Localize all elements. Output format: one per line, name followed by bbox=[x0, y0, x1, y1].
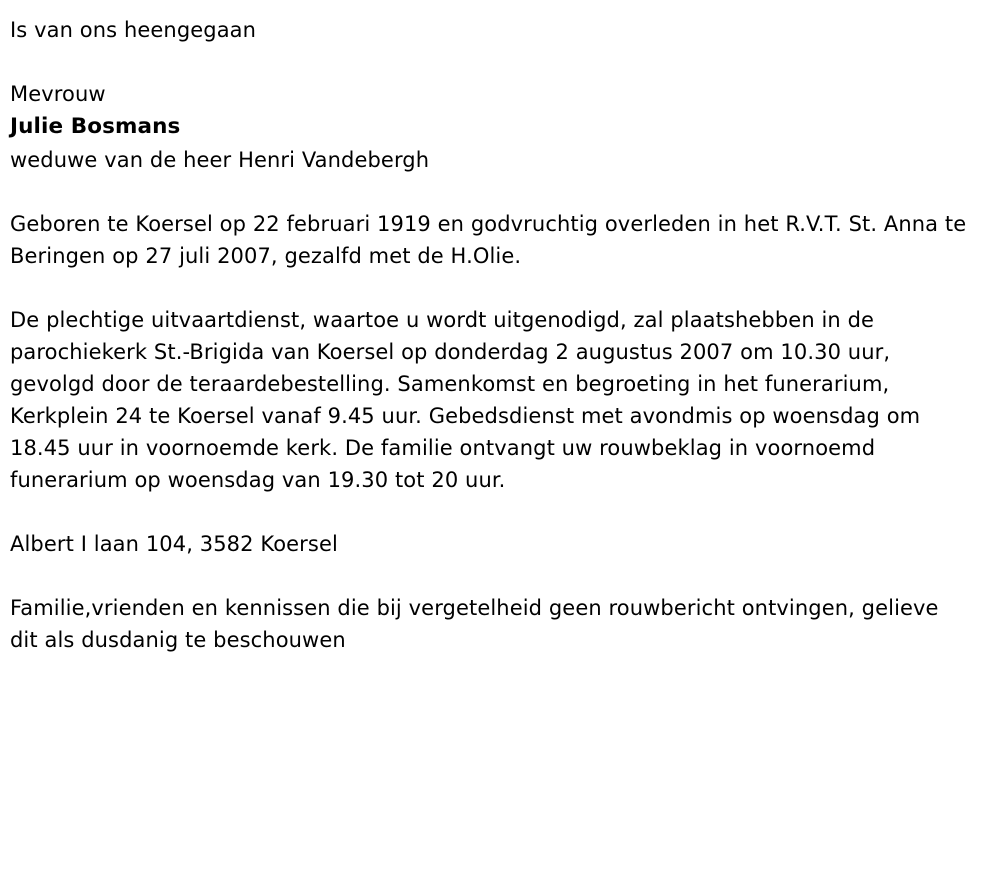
closing-text: Familie,vrienden en kennissen die bij vergetelheid geen rouwbericht ontvingen, gelieve dit als dusdanig te beschouwen bbox=[10, 596, 939, 652]
address-line: Albert I laan 104, 3582 Koersel bbox=[10, 532, 338, 556]
service-paragraph bbox=[10, 304, 970, 496]
spacer-after-address bbox=[10, 560, 970, 592]
opening-line: Is van ons heengegaan bbox=[10, 18, 257, 42]
deceased-name: Julie Bosmans bbox=[10, 114, 181, 139]
spacer-after-identity bbox=[10, 176, 970, 208]
identity-section bbox=[10, 78, 970, 176]
spacer-after-birth-death bbox=[10, 272, 970, 304]
birth-death-paragraph bbox=[10, 208, 970, 272]
spacer-after-opening bbox=[10, 46, 970, 78]
opening-section bbox=[10, 14, 970, 46]
address-section bbox=[10, 528, 970, 560]
closing-paragraph bbox=[10, 592, 970, 656]
birth-death-text: Geboren te Koersel op 22 februari 1919 en godvruchtig overleden in het R.V.T. St. Anna te Beringen op 27 juli 2007, gezalfd met de H.Olie. bbox=[10, 212, 967, 268]
salutation: Mevrouw bbox=[10, 82, 106, 106]
service-text: De plechtige uitvaartdienst, waartoe u wordt uitgenodigd, zal plaatshebben in de parochiekerk St.-Brigida van Koersel op donderdag 2 augustus 2007 om 10.30 uur, gevolgd door de teraardebestelling. Samenkomst en begroeting in het funerarium, Kerkplein 24 te Koersel vanaf 9.45 uur. Gebedsdienst met avondmis op woensdag om 18.45 uur in voornoemde kerk. De familie ontvangt uw rouwbeklag in voornoemd funerarium op woensdag van 19.30 tot 20 uur. bbox=[10, 308, 921, 492]
relation-line: weduwe van de heer Henri Vandebergh bbox=[10, 148, 430, 172]
spacer-after-service bbox=[10, 496, 970, 528]
